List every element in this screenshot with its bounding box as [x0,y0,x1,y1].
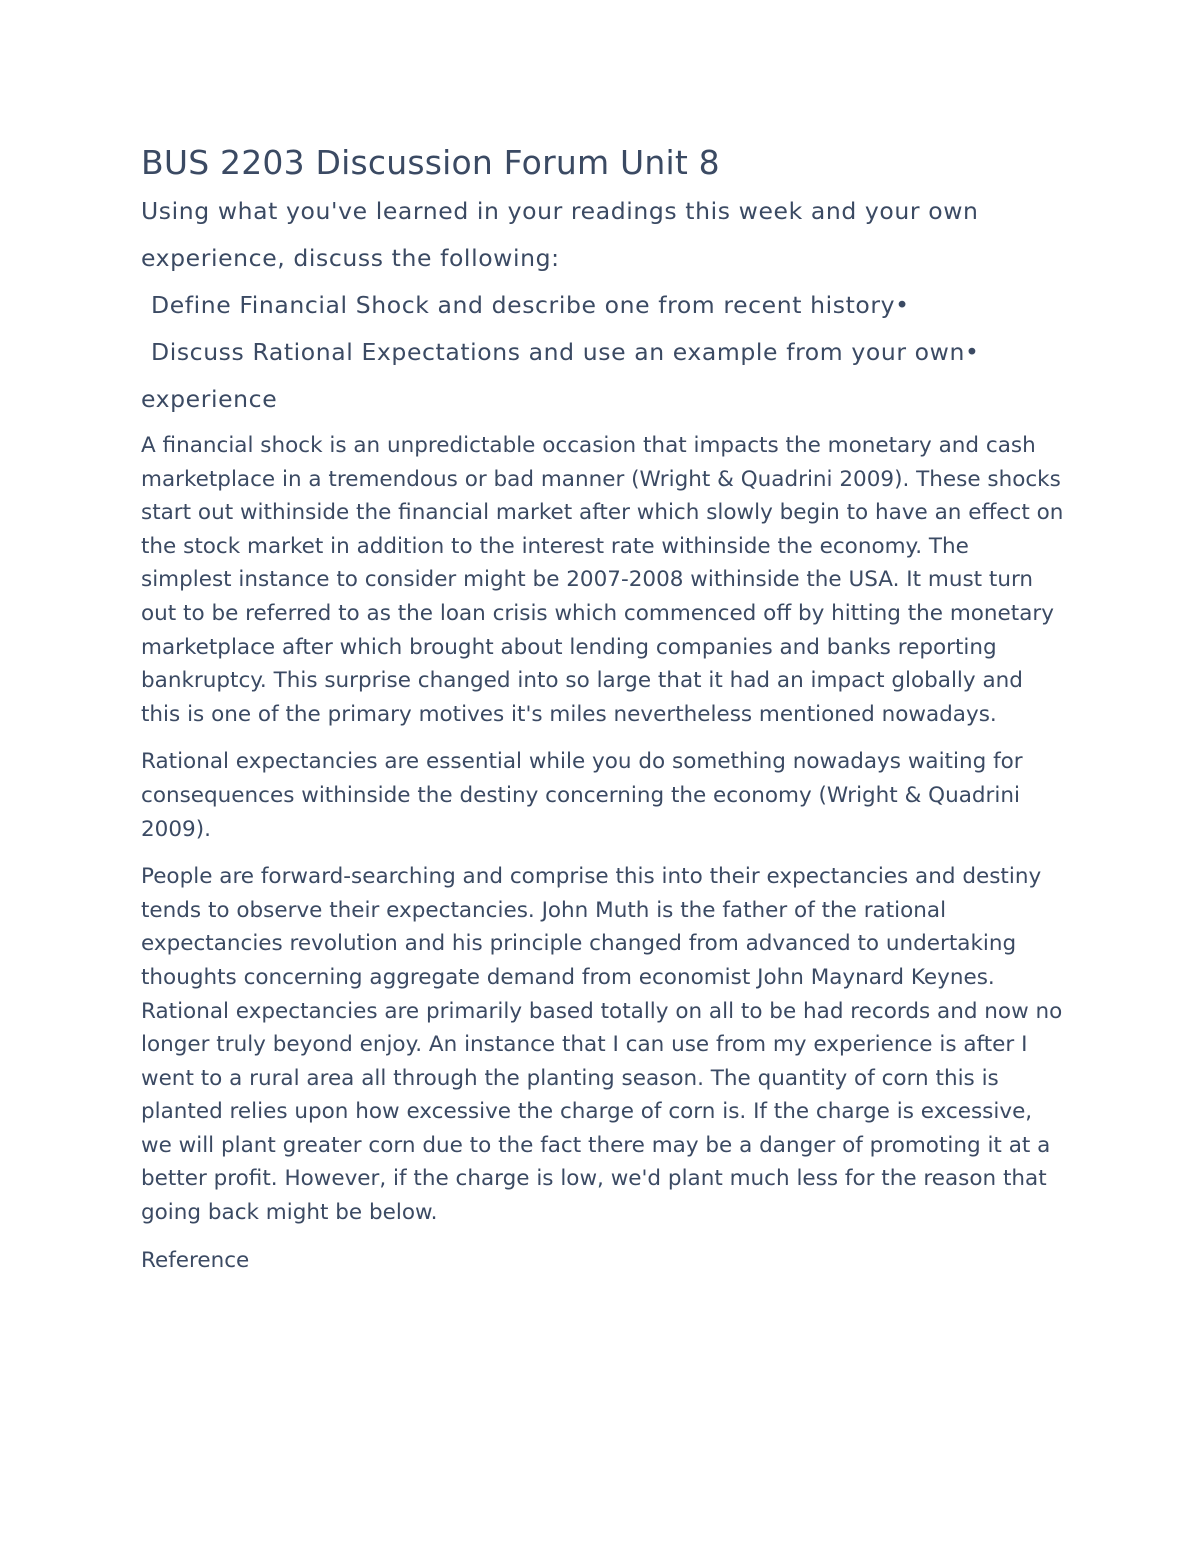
paragraph-rational-expectations: Rational expectancies are essential while you do something nowadays waiting for consequences withinside the destiny concerning the economy (Wright & Quadrini 2009). [141,749,1023,842]
discussion-prompt [141,188,1066,423]
prompt-bullet-2-continuation: experience [141,385,278,413]
prompt-intro-line-1: Using what you've learned in your readings this week and your own [141,197,979,225]
paragraph-financial-shock: A financial shock is an unpredictable occasion that impacts the monetary and cash marketplace in a tremendous or bad manner (Wright & Quadrini 2009). These shocks start out withinside the financial market after which slowly begin to have an effect on the stock market in addition to the interest rate withinside the economy. The simplest instance to consider might be 2007-2008 withinside the USA. It must turn out to be referred to as the loan crisis which commenced off by hitting the monetary marketplace after which brought about lending companies and banks reporting bankruptcy. This surprise changed into so large that it had an impact globally and this is one of the primary motives it's miles nevertheless mentioned nowadays. [141,433,1064,727]
prompt-bullet-2: Discuss Rational Expectations and use an example from your own• [151,338,980,366]
prompt-intro-line-2: experience, discuss the following: [141,244,560,272]
document-page [141,138,1066,1277]
document-title: BUS 2203 Discussion Forum Unit 8 [141,143,720,182]
prompt-bullet-1: Define Financial Shock and describe one from recent history• [151,291,910,319]
reference-heading: Reference [141,1247,250,1273]
paragraph-example: People are forward-searching and comprise this into their expectancies and destiny tends to observe their expectancies. John Muth is the father of the rational expectancies revolution and his principle changed from advanced to undertaking thoughts concerning aggregate demand from economist John Maynard Keynes. Rational expectancies are primarily based totally on all to be had records and now no longer truly beyond enjoy. An instance that I can use from my experience is after I went to a rural area all through the planting season. The quantity of corn this is planted relies upon how excessive the charge of corn is. If the charge is excessive, we will plant greater corn due to the fact there may be a danger of promoting it at a better profit. However, if the charge is low, we'd plant much less for the reason that going back might be below. [141,864,1063,1226]
